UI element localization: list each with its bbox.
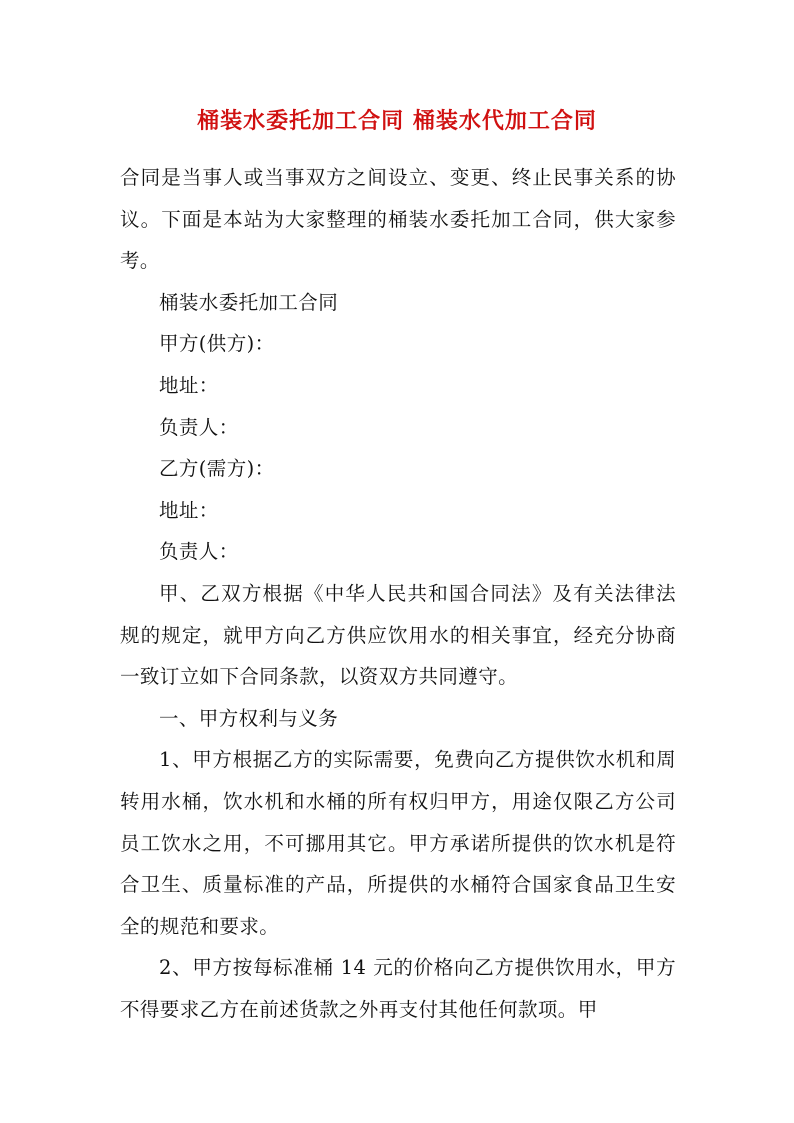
- document-title: 桶装水委托加工合同 桶装水代加工合同: [197, 108, 597, 134]
- contract-heading: 桶装水委托加工合同: [159, 290, 339, 314]
- clause-2-paragraph: 2、甲方按每标准桶 14 元的价格向乙方提供饮用水，甲方不得要求乙方在前述货款之外再支付其他任何款项。甲: [120, 956, 676, 1021]
- party-a-label: 甲方(供方)：: [159, 332, 275, 356]
- section-heading-party-a-rights: 一、甲方权利与义务: [159, 706, 339, 730]
- party-a-address-label: 地址：: [159, 373, 219, 397]
- party-a-representative-label: 负责人：: [159, 415, 239, 439]
- intro-paragraph: 合同是当事人或当事双方之间设立、变更、终止民事关系的协议。下面是本站为大家整理的桶装水委托加工合同，供大家参考。: [120, 166, 676, 273]
- party-b-representative-label: 负责人：: [159, 540, 239, 564]
- party-b-address-label: 地址：: [159, 498, 219, 522]
- clause-1-paragraph: 1、甲方根据乙方的实际需要，免费向乙方提供饮水机和周转用水桶，饮水机和水桶的所有权归甲方，用途仅限乙方公司员工饮水之用，不可挪用其它。甲方承诺所提供的饮水机是符合卫生、质量标准的产品，所提供的水桶符合国家食品卫生安全的规范和要求。: [120, 748, 676, 938]
- party-b-label: 乙方(需方)：: [159, 457, 275, 481]
- preamble-paragraph: 甲、乙双方根据《中华人民共和国合同法》及有关法律法规的规定，就甲方向乙方供应饮用水的相关事宜，经充分协商一致订立如下合同条款，以资双方共同遵守。: [120, 581, 676, 689]
- document-body: [120, 157, 676, 1030]
